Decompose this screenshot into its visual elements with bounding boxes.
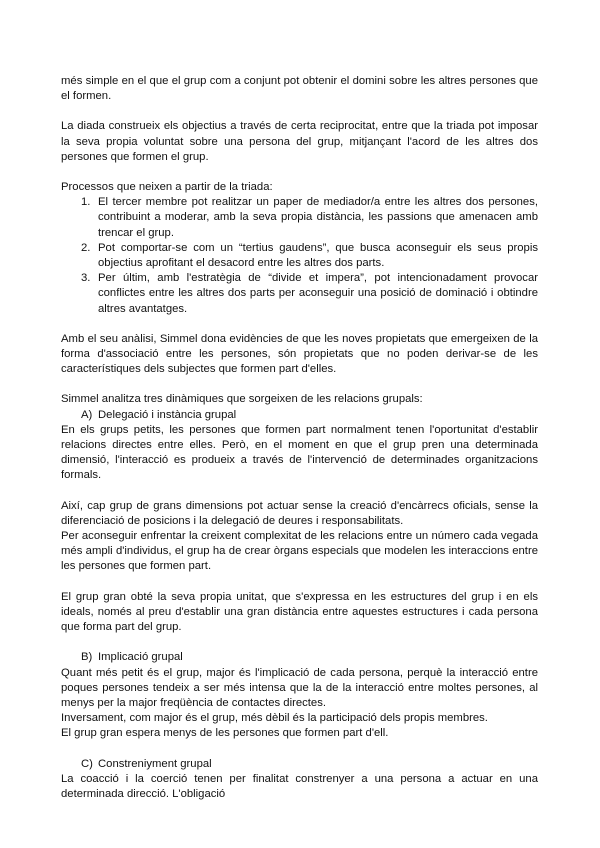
section-letter: C) bbox=[81, 757, 93, 770]
paragraph: El grup gran espera menys de les persones que formen part d'ell. bbox=[61, 727, 389, 740]
processes-list bbox=[61, 195, 538, 317]
spacer bbox=[61, 484, 538, 499]
paragraph: Quant més petit és el grup, major és l'implicació de cada persona, perquè la interacció entre poques persones tendeix a ser més intensa que la de la interacció entre moltes persones, al menys per la major freqüència de contactes directes. bbox=[61, 666, 538, 709]
paragraph: Per aconseguir enfrentar la creixent complexitat de les relacions entre un número cada vegada més ampli d'individus, el grup ha de crear òrgans especials que modelen les interaccions entre les persones que formen part. bbox=[61, 530, 538, 573]
section-c-heading bbox=[61, 757, 538, 772]
section-title: Implicació grupal bbox=[98, 651, 183, 664]
paragraph: més simple en el que el grup com a conjunt pot obtenir el domini sobre les altres persones que el formen. bbox=[61, 75, 538, 103]
section-b-heading bbox=[61, 650, 538, 665]
spacer bbox=[61, 742, 538, 757]
list-item bbox=[61, 271, 538, 317]
paragraph: En els grups petits, les persones que formen part normalment tenen l'oportunitat d'establir relacions directes entre elles. Però, en el moment en que el grup pren una determinada dimensió, l'interacció es produeix a través de l'intervenció de determinades organitzacions formals. bbox=[61, 423, 538, 482]
list-item-text: Pot comportar-se com un “tertius gaudens”, que busca aconseguir els seus propis objectius aprofitant el desacord entre les altres dos parts. bbox=[98, 241, 538, 270]
spacer bbox=[61, 165, 538, 180]
section-title: Constreniyment grupal bbox=[98, 757, 212, 770]
spacer bbox=[61, 575, 538, 590]
spacer bbox=[61, 317, 538, 332]
document-body bbox=[61, 74, 538, 802]
paragraph: Inversament, com major és el grup, més dèbil és la participació dels propis membres. bbox=[61, 712, 488, 725]
paragraph: Així, cap grup de grans dimensions pot actuar sense la creació d'encàrrecs oficials, sense la diferenciació de posicions i la delegació de deures i responsabilitats. bbox=[61, 499, 538, 527]
list-item-text: Per últim, amb l'estratègia de “divide et impera”, pot intencionadament provocar conflictes entre les altres dos parts per aconseguir una posició de dominació i obtindre altres avantatges. bbox=[98, 272, 538, 315]
list-item-number: 1. bbox=[81, 196, 91, 209]
spacer bbox=[61, 635, 538, 650]
section-letter: A) bbox=[81, 408, 93, 421]
spacer bbox=[61, 104, 538, 119]
spacer bbox=[61, 377, 538, 392]
list-item-number: 3. bbox=[81, 272, 91, 285]
list-item bbox=[61, 195, 538, 241]
paragraph: La coacció i la coerció tenen per finalitat constrenyer a una persona a actuar en una determinada direcció. L'obligació bbox=[61, 772, 538, 800]
list-item-number: 2. bbox=[81, 241, 91, 254]
processes-intro: Processos que neixen a partir de la triada: bbox=[61, 181, 273, 194]
list-item bbox=[61, 241, 538, 271]
section-a-heading bbox=[61, 408, 538, 423]
paragraph: Amb el seu anàlisi, Simmel dona evidències de que les noves propietats que emergeixen de la forma d'associació entre les persones, són propietats que no poden derivar-se de les característiques dels subjectes que formen part d'elles. bbox=[61, 332, 538, 376]
dynamics-intro: Simmel analitza tres dinàmiques que sorgeixen de les relacions grupals: bbox=[61, 393, 423, 406]
paragraph: La diada construeix els objectius a través de certa reciprocitat, entre que la triada pot imposar la seva propia voluntat sobre una persona del grup, mitjançant l'acord de les altres dos persones que formen el grup. bbox=[61, 120, 538, 163]
paragraph: El grup gran obté la seva propia unitat, que s'expressa en les estructures del grup i en els ideals, només al preu d'establir una gran distància entre aquestes estructures i cada persona que forma part del grup. bbox=[61, 590, 538, 634]
section-title: Delegació i instància grupal bbox=[98, 408, 237, 421]
list-item-text: El tercer membre pot realitzar un paper de mediador/a entre les altres dos persones, contribuint a moderar, amb la seva propia distància, les passions que amenacen amb trencar el grup. bbox=[98, 196, 538, 239]
section-letter: B) bbox=[81, 651, 93, 664]
